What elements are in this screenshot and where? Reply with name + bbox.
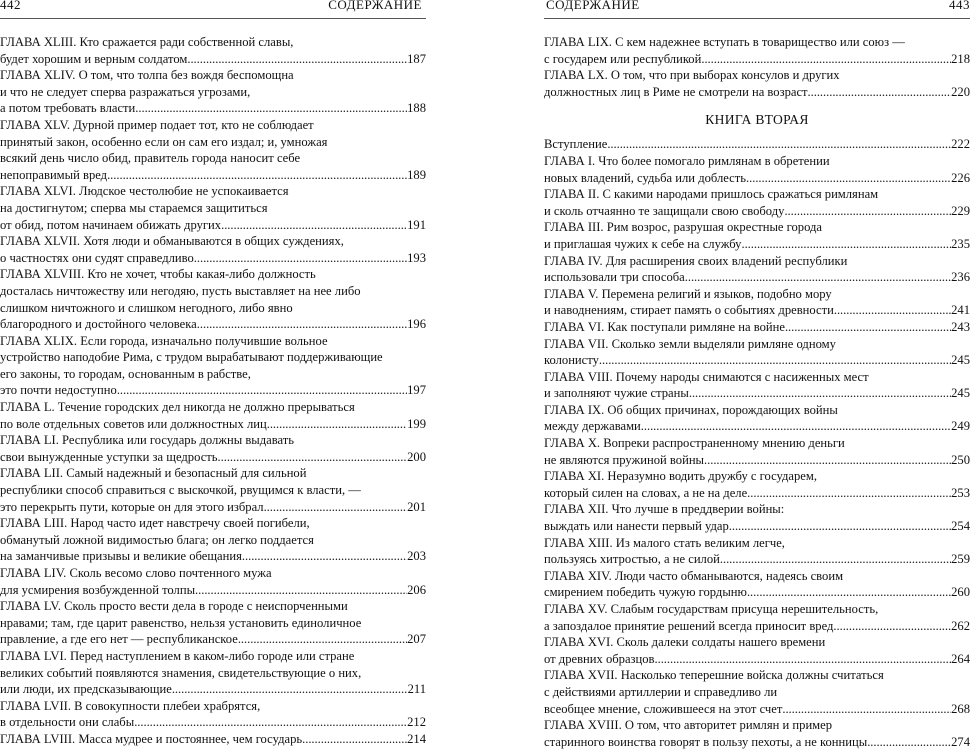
toc-entry-text: пользуясь хитростью, а не силой <box>544 552 720 567</box>
toc-entry[interactable] <box>0 698 426 731</box>
toc-page-number: 235 <box>951 236 970 251</box>
leader-dots <box>135 100 407 117</box>
toc-entry-last-line <box>0 167 426 184</box>
toc-entry[interactable] <box>0 648 426 698</box>
toc-entry-last-line <box>0 582 426 599</box>
toc-entry-last-line <box>544 734 970 751</box>
toc-entry-last-line <box>0 731 426 748</box>
toc-entry-last-line <box>544 84 970 101</box>
toc-entry-last-line <box>0 681 426 698</box>
toc-page-number: 262 <box>951 618 970 633</box>
leader-dots <box>117 382 407 399</box>
toc-entry-text: новых владений, судьба или доблесть <box>544 170 747 185</box>
toc-entry-line: ГЛАВА IX. Об общих причинах, порождающих войны <box>544 402 838 417</box>
left-header-rule <box>0 18 426 19</box>
toc-entry-last-line <box>544 618 970 635</box>
toc-entry[interactable] <box>544 67 970 100</box>
toc-entry-line: ГЛАВА LII. Самый надежный и безопасный для сильной <box>0 466 307 481</box>
leader-dots <box>187 51 407 68</box>
toc-page-number: 243 <box>951 319 970 334</box>
leader-dots <box>729 518 951 535</box>
toc-page-number: 191 <box>407 217 426 232</box>
toc-entry-last-line <box>544 203 970 220</box>
toc-page-number: 201 <box>407 499 426 514</box>
toc-page-number: 245 <box>951 386 970 401</box>
toc-page-number: 268 <box>951 701 970 716</box>
toc-page-number: 250 <box>951 452 970 467</box>
toc-entry-line: ГЛАВА IV. Для расширения своих владений республики <box>544 253 848 268</box>
toc-entry[interactable] <box>0 465 426 515</box>
toc-entry-text: на заманчивые призывы и великие обещания <box>0 549 242 564</box>
toc-entry-text: а потом требовать власти <box>0 101 136 116</box>
toc-entry[interactable] <box>544 535 970 568</box>
toc-entry-last-line <box>0 499 426 516</box>
toc-entry-line: ГЛАВА V. Перемена религий и языков, подобно мору <box>544 286 832 301</box>
toc-entry-text: непоправимый вред <box>0 167 108 182</box>
toc-entry[interactable] <box>544 136 970 153</box>
leader-dots <box>107 167 407 184</box>
toc-entry[interactable] <box>0 598 426 648</box>
toc-entry-line: великих событий появляются знамения, свидетельствующие о них, <box>0 665 362 680</box>
toc-entry-line: слишком ничтожного и слишком негодного, либо явно <box>0 300 293 315</box>
toc-entry-text: выждать или нанести первый удар <box>544 519 729 534</box>
toc-page-number: 196 <box>407 317 426 332</box>
leader-dots <box>242 548 407 565</box>
toc-entry-line: ГЛАВА XVIII. О том, что авторитет римлян и пример <box>544 718 833 733</box>
leader-dots <box>134 714 407 731</box>
toc-entry-text: и сколь отчаянно те защищали свою свободу <box>544 203 785 218</box>
toc-entry-line: и что не следует сперва разражаться угрозами, <box>0 84 251 99</box>
toc-entry-line: его законы, то городам, основанным в рабстве, <box>0 366 251 381</box>
leader-dots <box>221 217 407 234</box>
toc-page-number: 260 <box>951 585 970 600</box>
toc-entry-last-line <box>544 551 970 568</box>
toc-entry-last-line <box>544 701 970 718</box>
toc-entry-text: Вступление <box>544 137 608 152</box>
toc-entry[interactable] <box>0 117 426 183</box>
left-page-number: 442 <box>0 0 21 12</box>
toc-entry[interactable] <box>0 565 426 598</box>
leader-dots <box>641 418 951 435</box>
toc-page-number: 211 <box>407 682 426 697</box>
toc-entry-line: ГЛАВА XV. Слабым государствам присуща нерешительность, <box>544 602 879 616</box>
toc-entry-text: для усмирения возбужденной толпы <box>0 582 196 597</box>
toc-page-number: 226 <box>951 170 970 185</box>
toc-entry-text: с государем или республикой <box>544 51 702 66</box>
toc-entry-last-line <box>544 418 970 435</box>
leader-dots <box>746 170 951 187</box>
toc-page-number: 254 <box>951 519 970 534</box>
toc-entry[interactable] <box>544 468 970 501</box>
leader-dots <box>808 84 952 101</box>
toc-entry[interactable] <box>0 731 426 748</box>
toc-entry[interactable] <box>0 233 426 266</box>
toc-entry-last-line <box>544 518 970 535</box>
toc-entry-line: ГЛАВА X. Вопреки распространенному мнению деньги <box>544 436 845 451</box>
right-page-header <box>544 0 970 15</box>
toc-entry-line: ГЛАВА III. Рим возрос, разрушая окрестные города <box>544 220 823 235</box>
toc-entry-line: на достигнутом; сперва мы стараемся защититься <box>0 200 268 215</box>
toc-entry-last-line <box>544 485 970 502</box>
leader-dots <box>867 734 951 751</box>
leader-dots <box>782 701 951 718</box>
toc-entry-last-line <box>0 51 426 68</box>
toc-entry-text: который силен на словах, а не на деле <box>544 485 748 500</box>
toc-entry-last-line <box>544 302 970 319</box>
toc-entry-line: ГЛАВА LIV. Сколь весомо слово почтенного мужа <box>0 566 272 580</box>
toc-entry-line: всякий день число обид, правитель города наносит себе <box>0 151 301 166</box>
toc-entry-text: ГЛАВА LVIII. Масса мудрее и постояннее, чем государь <box>0 731 303 746</box>
toc-entry[interactable] <box>544 435 970 468</box>
toc-entry[interactable] <box>544 501 970 534</box>
toc-entry[interactable] <box>0 266 426 332</box>
toc-entry-line: ГЛАВА XLIX. Если города, изначально получившие вольное <box>0 333 328 348</box>
toc-page-number: 188 <box>407 101 426 116</box>
toc-page-number: 229 <box>951 203 970 218</box>
toc-entry-last-line <box>544 352 970 369</box>
toc-entry-line: ГЛАВА LI. Республика или государь должны выдавать <box>0 433 295 448</box>
toc-entry[interactable] <box>544 153 970 186</box>
toc-entry-line: ГЛАВА XII. Что лучше в преддверии войны: <box>544 502 785 517</box>
toc-entry-line: ГЛАВА I. Что более помогало римлянам в обретении <box>544 153 830 168</box>
toc-entry-text: о частностях они судят справедливо <box>0 250 194 265</box>
toc-entry-text: от древних образцов <box>544 651 655 666</box>
toc-entry-line: ГЛАВА XLVII. Хотя люди и обманываются в общих суждениях, <box>0 234 344 249</box>
toc-entry[interactable] <box>544 568 970 601</box>
toc-entry-text: в отдельности они слабы <box>0 715 135 730</box>
leader-dots <box>197 316 407 333</box>
toc-entry-line: ГЛАВА LX. О том, что при выборах консулов и других <box>544 68 840 83</box>
toc-entry-line: ГЛАВА XIII. Из малого стать великим легче, <box>544 535 785 550</box>
toc-page-number: 193 <box>407 250 426 265</box>
toc-entry-text: не являются пружиной войны <box>544 452 705 467</box>
leader-dots <box>267 416 407 433</box>
toc-entry[interactable] <box>544 634 970 667</box>
toc-entry-line: ГЛАВА XVII. Насколько теперешние войска должны считаться <box>544 668 884 683</box>
toc-entry[interactable] <box>544 667 970 717</box>
leader-dots <box>741 236 951 253</box>
toc-entry-text: свои вынужденные уступки за щедрость <box>0 449 218 464</box>
toc-entry[interactable] <box>0 34 426 67</box>
toc-entry[interactable] <box>544 286 970 319</box>
leader-dots <box>607 136 951 153</box>
toc-entry[interactable] <box>544 402 970 435</box>
leader-dots <box>704 452 951 469</box>
toc-entry-line: ГЛАВА VII. Сколько земли выделяли римляне одному <box>544 336 836 351</box>
toc-entry-line: устройство наподобие Рима, с трудом вырабатывают поддерживающие <box>0 350 383 365</box>
toc-entry-text: между державами <box>544 419 641 434</box>
toc-entry-last-line <box>544 269 970 286</box>
toc-entry-line: ГЛАВА VIII. Почему народы снимаются с насиженных мест <box>544 369 869 384</box>
toc-entry-line: ГЛАВА L. Течение городских дел никогда не должно прерываться <box>0 400 355 415</box>
toc-entry-line: ГЛАВА XVI. Сколь далеки солдаты нашего времени <box>544 635 826 650</box>
toc-page-number: 189 <box>407 167 426 182</box>
toc-page-number: 207 <box>407 632 426 647</box>
toc-entry-line: с действиями артиллерии и справедливо ли <box>544 684 778 699</box>
toc-page-number: 187 <box>407 51 426 66</box>
toc-entry-last-line <box>544 584 970 601</box>
toc-entry-last-line <box>0 217 426 234</box>
toc-entry-text: и заполняют чужие страны <box>544 386 689 401</box>
right-page-number: 443 <box>949 0 970 12</box>
right-running-title: СОДЕРЖАНИЕ <box>546 0 640 12</box>
toc-page-number: 218 <box>951 51 970 66</box>
toc-entry-text: должностных лиц в Риме не смотрели на возраст <box>544 84 808 99</box>
leader-dots <box>655 651 952 668</box>
toc-page-number: 200 <box>407 449 426 464</box>
toc-entry[interactable] <box>544 336 970 369</box>
toc-entry-line: ГЛАВА LVI. Перед наступлением в каком-либо городе или стране <box>0 648 355 663</box>
leader-dots <box>833 618 951 635</box>
toc-page-number: 222 <box>951 137 970 152</box>
toc-entry[interactable] <box>0 515 426 565</box>
toc-entry-text: будет хорошим и верным солдатом <box>0 51 188 66</box>
toc-entry[interactable] <box>0 183 426 233</box>
toc-page-number: 220 <box>951 84 970 99</box>
toc-entry-line: принятый закон, особенно если он сам его издал; и, умножая <box>0 134 328 149</box>
toc-page-number: 203 <box>407 549 426 564</box>
toc-entry-line: республики способ справиться с выскочкой, рвущимся к власти, — <box>0 483 361 498</box>
leader-dots <box>238 631 407 648</box>
leader-dots <box>218 449 408 466</box>
leader-dots <box>701 51 951 68</box>
toc-entry[interactable] <box>0 399 426 432</box>
toc-entry-line: ГЛАВА XLV. Дурной пример подает тот, кто не соблюдает <box>0 117 314 132</box>
toc-entry-text: ГЛАВА VI. Как поступали римляне на войне <box>544 319 785 334</box>
leader-dots <box>747 584 951 601</box>
leader-dots <box>720 551 951 568</box>
leader-dots <box>302 731 407 748</box>
book-title: КНИГА ВТОРАЯ <box>705 112 809 128</box>
leader-dots <box>685 269 951 286</box>
toc-entry-text: или люди, их предсказывающие <box>0 682 172 697</box>
toc-entry-line: ГЛАВА II. С какими народами пришлось сражаться римлянам <box>544 187 879 202</box>
toc-entry[interactable] <box>544 369 970 402</box>
right-header-rule <box>544 18 970 19</box>
toc-page-number: 214 <box>407 731 426 746</box>
right-toc-top-entries <box>544 34 970 100</box>
toc-entry[interactable] <box>0 67 426 117</box>
toc-entry-text: колонисту <box>544 353 599 368</box>
toc-entry-line: ГЛАВА LIX. С кем надежнее вступать в товарищество или союз — <box>544 35 905 49</box>
toc-entry-line: ГЛАВА XI. Неразумно водить дружбу с государем, <box>544 469 818 484</box>
toc-entry-text: от обид, потом начинаем обижать других <box>0 217 222 232</box>
toc-entry-last-line <box>544 319 970 336</box>
leader-dots <box>195 582 407 599</box>
toc-entry[interactable] <box>544 186 970 219</box>
toc-page-number: 241 <box>951 303 970 318</box>
toc-entry-last-line <box>0 714 426 731</box>
toc-page-number: 236 <box>951 270 970 285</box>
toc-page-number: 199 <box>407 416 426 431</box>
toc-entry-text: благородного и достойного человека <box>0 317 197 332</box>
toc-entry[interactable] <box>544 319 970 336</box>
toc-entry[interactable] <box>544 219 970 252</box>
toc-entry-text: смирением победить чужую гордыню <box>544 585 747 600</box>
right-toc-list <box>544 34 970 750</box>
toc-entry-last-line <box>544 385 970 402</box>
toc-page-number: 212 <box>407 715 426 730</box>
leader-dots <box>834 302 951 319</box>
toc-entry-last-line <box>0 416 426 433</box>
leader-dots <box>599 352 951 369</box>
toc-entry-line: досталась ничтожеству или негодяю, пусть выставляет на нее либо <box>0 283 361 298</box>
toc-entry-line: ГЛАВА XLIII. Кто сражается ради собственной славы, <box>0 35 294 49</box>
toc-page-number: 274 <box>951 734 970 749</box>
toc-entry-text: а запоздалое принятие решений всегда приносит вред <box>544 618 834 633</box>
toc-entry-text: по воле отдельных советов или должностных лиц <box>0 416 267 431</box>
right-toc-main-entries <box>544 136 970 750</box>
toc-entry-line: ГЛАВА LV. Сколь просто вести дела в городе с неиспорченными <box>0 599 348 614</box>
leader-dots <box>689 385 951 402</box>
toc-entry-line: нравами; там, где царит равенство, нельзя установить единоличное <box>0 615 362 630</box>
toc-entry-last-line <box>0 631 426 648</box>
toc-entry-last-line <box>544 651 970 668</box>
leader-dots <box>785 319 951 336</box>
toc-entry-last-line <box>544 51 970 68</box>
toc-entry-text: и приглашая чужих к себе на службу <box>544 236 742 251</box>
toc-page-number: 253 <box>951 485 970 500</box>
right-page <box>544 0 970 755</box>
leader-dots <box>172 681 408 698</box>
left-page <box>0 0 426 755</box>
toc-entry-last-line <box>0 449 426 466</box>
toc-page-number: 197 <box>407 383 426 398</box>
toc-entry-line: ГЛАВА XLVI. Людское честолюбие не успокаивается <box>0 184 289 199</box>
toc-entry-last-line <box>544 136 970 153</box>
toc-entry-line: ГЛАВА XIV. Люди часто обманываются, надеясь своим <box>544 568 844 583</box>
left-page-header <box>0 0 426 15</box>
toc-entry-text: это почти недоступно <box>0 383 117 398</box>
toc-entry-text: старинного воинства говорят в пользу пехоты, а не конницы <box>544 734 868 749</box>
toc-page-number: 249 <box>951 419 970 434</box>
toc-entry-text: это перекрыть пути, которые он для этого избрал <box>0 499 264 514</box>
toc-entry-last-line <box>544 236 970 253</box>
toc-entry-line: ГЛАВА LIII. Народ часто идет навстречу своей погибели, <box>0 516 310 531</box>
toc-entry-text: всеобщее мнение, сложившееся на этот счет <box>544 701 783 716</box>
toc-entry-text: правление, а где его нет — республиканское <box>0 632 238 647</box>
toc-entry-last-line <box>0 382 426 399</box>
toc-entry-last-line <box>0 548 426 565</box>
toc-entry-text: и наводнениям, стирает память о событиях древности <box>544 303 834 318</box>
leader-dots <box>264 499 408 516</box>
toc-entry-text: использовали три способа <box>544 270 685 285</box>
toc-entry[interactable] <box>0 333 426 399</box>
toc-entry[interactable] <box>544 601 970 634</box>
toc-entry-last-line <box>544 452 970 469</box>
toc-page-number: 264 <box>951 651 970 666</box>
leader-dots <box>747 485 951 502</box>
toc-entry[interactable] <box>544 34 970 67</box>
toc-entry-last-line <box>544 170 970 187</box>
left-running-title: СОДЕРЖАНИЕ <box>328 0 422 12</box>
toc-entry-last-line <box>0 100 426 117</box>
toc-entry-line: ГЛАВА XLVIII. Кто не хочет, чтобы какая-либо должность <box>0 267 316 282</box>
left-toc-list <box>0 34 426 748</box>
leader-dots <box>194 250 407 267</box>
toc-entry[interactable] <box>544 717 970 750</box>
toc-entry-line: ГЛАВА XLIV. О том, что толпа без вождя беспомощна <box>0 68 294 83</box>
toc-entry-last-line <box>0 316 426 333</box>
toc-page-number: 259 <box>951 552 970 567</box>
toc-page-number: 245 <box>951 353 970 368</box>
toc-entry[interactable] <box>0 432 426 465</box>
toc-entry[interactable] <box>544 253 970 286</box>
toc-entry-last-line <box>0 250 426 267</box>
leader-dots <box>784 203 951 220</box>
toc-entry-line: обманутый ложной видимостью блага; он легко поддается <box>0 532 314 547</box>
toc-entry-line: ГЛАВА LVII. В совокупности плебеи храбрятся, <box>0 698 261 713</box>
toc-page-number: 206 <box>407 582 426 597</box>
